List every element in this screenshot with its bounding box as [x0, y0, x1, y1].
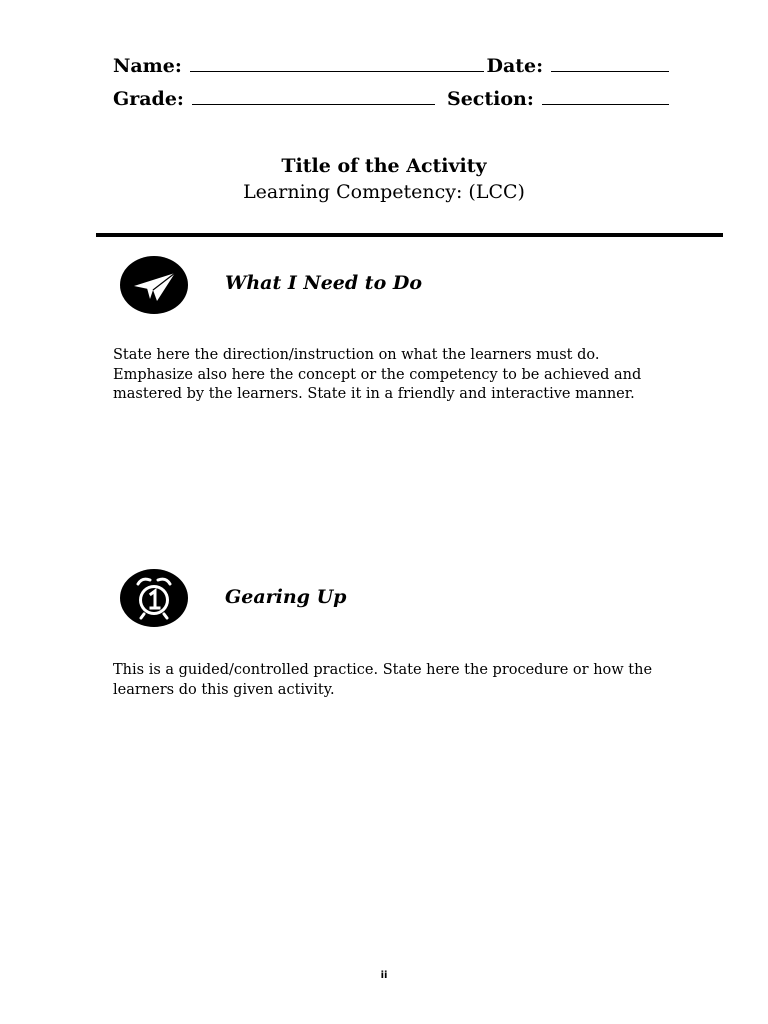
section-title-what-i-need-to-do: What I Need to Do — [225, 272, 423, 294]
date-label: Date: — [486, 55, 544, 77]
grade-label: Grade: — [113, 88, 184, 110]
grade-field[interactable] — [192, 89, 435, 105]
name-label: Name: — [113, 55, 182, 77]
section-field[interactable] — [542, 89, 669, 105]
name-date-row — [113, 55, 671, 77]
activity-title: Title of the Activity — [281, 155, 487, 177]
paper-plane-icon — [120, 255, 188, 315]
section-body-what-i-need-to-do: State here the direction/instruction on what the learners must do. Emphasize also here the concept or the competency to be achieved and mastered by the learners. State it in a friendly and interactive manner. — [113, 347, 642, 402]
section-body-gearing-up: This is a guided/controlled practice. State here the procedure or how the learners do this given activity. — [113, 662, 653, 698]
page-number: ii — [380, 970, 388, 981]
section-label: Section: — [446, 88, 534, 110]
section-title-gearing-up: Gearing Up — [225, 586, 347, 608]
date-field[interactable] — [551, 56, 669, 72]
name-field[interactable] — [190, 56, 485, 72]
section-divider — [96, 233, 723, 237]
learning-competency: Learning Competency: (LCC) — [243, 181, 525, 203]
alarm-clock-one-icon — [120, 568, 188, 628]
grade-section-row — [113, 88, 671, 110]
